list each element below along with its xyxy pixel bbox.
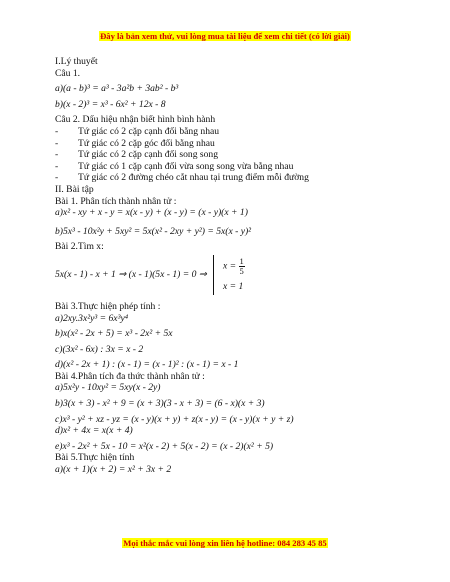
exercises-heading: II. Bài tập bbox=[55, 183, 94, 195]
exercise-4b: b)3(x + 3) - x² + 9 = (x + 3)(3 - x + 3) = (6 - x)(x + 3) bbox=[55, 398, 265, 410]
exercise-4c: c)x³ - y² + xz - yz = (x - y)(x + y) + z(x - y) = (x - y)(x + y + z) bbox=[55, 413, 294, 425]
list-item: - Tứ giác có 2 cặp góc đối bằng nhau bbox=[55, 138, 430, 150]
exercise-4a: a)5x²y - 10xy² = 5xy(x - 2y) bbox=[55, 382, 161, 394]
solution-row-1: x = $\frac{1}{5}$ bbox=[223, 255, 244, 276]
exercise-1a: a)x² - xy + x - y = x(x - y) + (x - y) = (x - y)(x + 1) bbox=[55, 207, 248, 219]
fraction: $\frac{1}{5}$ bbox=[239, 255, 244, 276]
exercise-4-title: Bài 4.Phân tích đa thức thành nhân tử : bbox=[55, 370, 205, 382]
formula-1a: a)(a - b)³ = a³ - 3a²b + 3ab² - b³ bbox=[55, 83, 179, 95]
exercise-1b: b)5x³ - 10x²y + 5xy² = 5x(x² - 2xy + y²) = 5x(x - y)² bbox=[55, 225, 252, 237]
theory-heading: I.Lý thuyết bbox=[55, 56, 98, 67]
exercise-2-title: Bài 2.Tìm x: bbox=[55, 241, 104, 253]
exercise-2-solution bbox=[55, 253, 430, 297]
exercise-5-title: Bài 5.Thực hiện tính bbox=[55, 452, 135, 464]
exercise-3b: b)x(x² - 2x + 5) = x³ - 2x² + 5x bbox=[55, 328, 173, 340]
exercise-3a: a)2xy.3x²y³ = 6x³y⁴ bbox=[55, 312, 129, 324]
question-2: Câu 2. Dấu hiệu nhận biết hình bình hành bbox=[55, 114, 216, 126]
document-body bbox=[55, 56, 430, 476]
preview-notice: Đây là bản xem thử, vui lòng mua tài liệu để xem chi tiết (có lời giải) bbox=[100, 31, 350, 41]
question-1: Câu 1. bbox=[55, 67, 81, 79]
exercise-5a: a)(x + 1)(x + 2) = x² + 3x + 2 bbox=[55, 464, 172, 476]
exercise-3c: c)(3x² - 6x) : 3x = x - 2 bbox=[55, 343, 144, 355]
list-item: - Tứ giác có 1 cặp cạnh đối vừa song song vừa bằng nhau bbox=[55, 161, 430, 173]
exercise-2-equation: 5x(x - 1) - x + 1 ⇒ (x - 1)(5x - 1) = 0 ⇒ bbox=[55, 268, 207, 280]
exercise-4e: e)x³ - 2x² + 5x - 10 = x²(x - 2) + 5(x - 2) = (x - 2)(x² + 5) bbox=[55, 440, 274, 452]
list-item: - Tứ giác có 2 cặp cạnh đối bằng nhau bbox=[55, 126, 430, 138]
exercise-3d: d)(x² - 2x + 1) : (x - 1) = (x - 1)² : (x - 1) = x - 1 bbox=[55, 359, 239, 371]
solution-row-2: x = 1 bbox=[223, 280, 244, 292]
system-brace bbox=[213, 255, 219, 295]
list-item: - Tứ giác có 2 đường chéo cắt nhau tại trung điểm mỗi đường bbox=[55, 172, 430, 184]
exercise-3-title: Bài 3.Thực hiện phép tính : bbox=[55, 300, 161, 312]
hotline-notice: Mọi thắc mắc vui lòng xin liên hệ hotline: 084 283 45 85 bbox=[123, 538, 327, 548]
list-item: - Tứ giác có 2 cặp cạnh đối song song bbox=[55, 149, 430, 161]
exercise-1-title: Bài 1. Phân tích thành nhân tử : bbox=[55, 195, 177, 207]
formula-1b: b)(x - 2)³ = x³ - 6x² + 12x - 8 bbox=[55, 98, 166, 110]
exercise-4d: d)x² + 4x = x(x + 4) bbox=[55, 425, 133, 437]
